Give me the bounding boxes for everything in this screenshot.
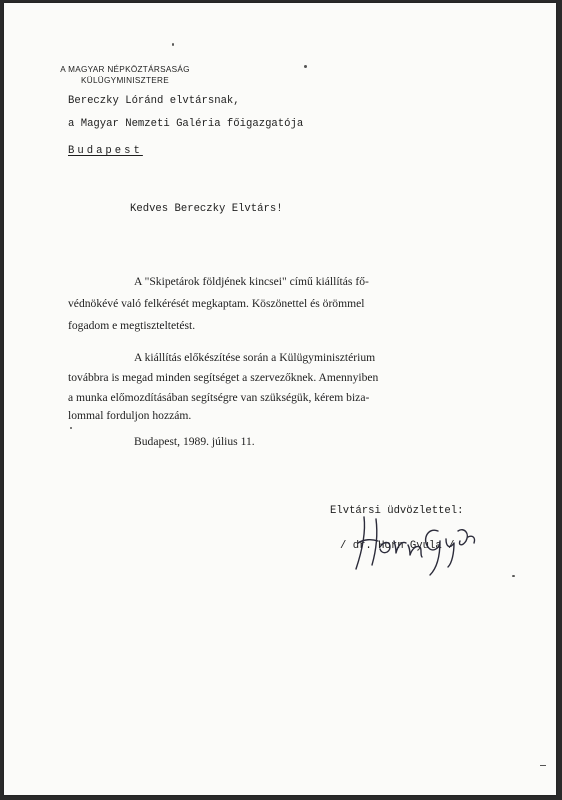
handwritten-signature-icon bbox=[350, 509, 480, 581]
letter-page bbox=[4, 3, 556, 795]
paper-speck bbox=[70, 427, 72, 429]
body-p1-line3: fogadom e megtiszteltetést. bbox=[68, 319, 196, 332]
body-p2-line2: továbbra is megad minden segítséget a szervezőknek. Amennyiben bbox=[68, 371, 379, 384]
letterhead bbox=[40, 65, 210, 86]
body-p2-line3: a munka előmozdításában segítségre van szükségük, kérem biza- bbox=[68, 391, 370, 404]
recipient-city: Budapest bbox=[68, 145, 143, 157]
body-p2-line4: lommal forduljon hozzám. bbox=[68, 409, 192, 422]
letterhead-line2: KÜLÜGYMINISZTERE bbox=[80, 75, 170, 85]
recipient-title: a Magyar Nemzeti Galéria főigazgatója bbox=[68, 118, 304, 130]
paper-speck bbox=[172, 43, 174, 46]
salutation: Kedves Bereczky Elvtárs! bbox=[130, 203, 283, 215]
paper-speck bbox=[512, 575, 515, 577]
paper-speck bbox=[540, 765, 546, 766]
signer-name: / dr. Horn Gyula / bbox=[340, 540, 455, 552]
closing: Elvtársi üdvözlettel: bbox=[330, 505, 464, 517]
body-p2-line1: A kiállítás előkészítése során a Külügyminisztérium bbox=[134, 351, 376, 364]
date-line: Budapest, 1989. július 11. bbox=[134, 435, 255, 448]
letterhead-line1: A MAGYAR NÉPKÖZTÁRSASÁG bbox=[60, 65, 190, 74]
paper-speck bbox=[304, 65, 307, 68]
recipient-name: Bereczky Lóránd elvtársnak, bbox=[68, 95, 240, 107]
body-p1-line2: védnökévé való felkérését megkaptam. Köszönettel és örömmel bbox=[68, 297, 365, 310]
body-p1-line1: A "Skipetárok földjének kincsei" című kiállítás fő- bbox=[134, 275, 369, 288]
